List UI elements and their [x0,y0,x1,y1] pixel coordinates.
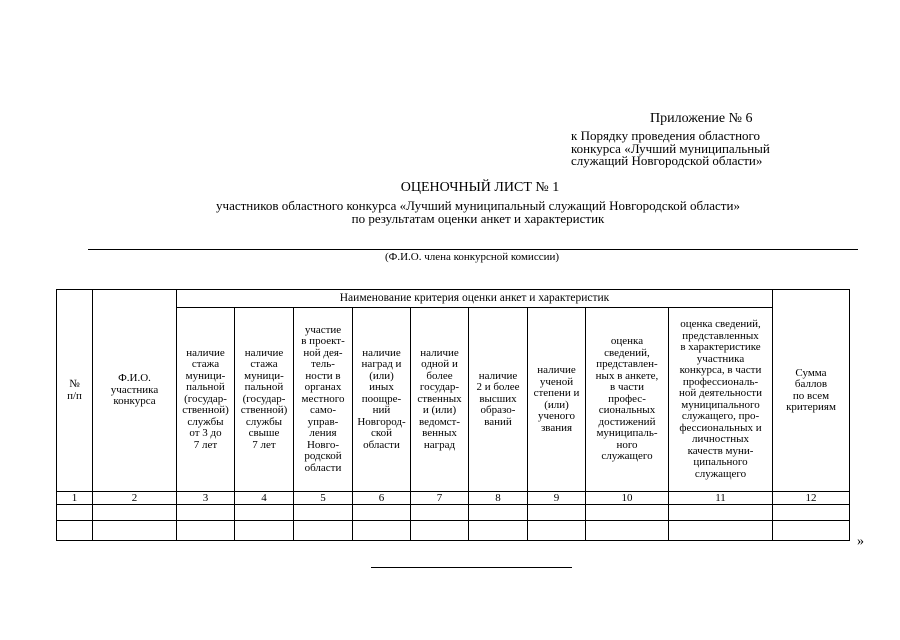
empty-cell [235,521,294,541]
header-criterion: участие в проект- ной дея- тель- ности в органах местного само- управ- ления Новго- родской области [294,308,353,492]
evaluation-table [56,289,850,541]
empty-cell [177,505,235,521]
column-number: 9 [528,492,586,505]
appendix-number: Приложение № 6 [650,111,753,126]
column-number: 2 [93,492,177,505]
commission-member-name-line [88,249,858,250]
header-criterion: оценка сведений, представленных в характеристике участника конкурса, в части профессиональ- ной деятельности муниципального служащего, про- фессиональных и личностных качеств муни- ципального служащего [669,308,773,492]
column-number: 5 [294,492,353,505]
empty-cell [586,521,669,541]
empty-cell [411,505,469,521]
empty-cell [528,521,586,541]
column-number: 1 [57,492,93,505]
empty-cell [93,505,177,521]
header-criterion: наличие наград и (или) иных поощре- ний Новгород- ской области [353,308,411,492]
appendix-reference: к Порядку проведения областного конкурса «Лучший муниципальный служащий Новгородской области» [571,128,770,168]
empty-cell [586,505,669,521]
empty-cell [57,505,93,521]
empty-cell [294,505,353,521]
header-participant-name: Ф.И.О. участника конкурса [93,290,177,492]
column-number: 10 [586,492,669,505]
empty-cell [57,521,93,541]
empty-cell [411,521,469,541]
empty-cell [353,505,411,521]
header-total-score: Сумма баллов по всем критериям [773,290,850,492]
header-criterion: наличие стажа муници- пальной (государ- ственной) службы свыше 7 лет [235,308,294,492]
closing-quote: » [857,534,864,549]
document-title: ОЦЕНОЧНЫЙ ЛИСТ № 1 [400,180,560,195]
header-criterion: наличие 2 и более высших образо- ваний [469,308,528,492]
table-row [57,505,850,521]
column-number: 6 [353,492,411,505]
empty-cell [528,505,586,521]
header-criteria-group: Наименование критерия оценки анкет и характеристик [177,290,773,308]
empty-cell [469,505,528,521]
empty-cell [93,521,177,541]
commission-member-caption: (Ф.И.О. члена конкурсной комиссии) [384,251,560,263]
column-number: 3 [177,492,235,505]
bottom-separator-line [371,567,572,568]
header-criterion: наличие стажа муници- пальной (государ- ственной) службы от 3 до 7 лет [177,308,235,492]
document-subtitle: участников областного конкурса «Лучший муниципальный служащий Новгородской области» по результатам оценки анкет и характеристик [216,198,740,226]
column-number: 7 [411,492,469,505]
column-number: 8 [469,492,528,505]
empty-cell [177,521,235,541]
table-row [57,521,850,541]
header-criterion: наличие одной и более государ- ственных и (или) ведомст- венных наград [411,308,469,492]
empty-cell [353,521,411,541]
empty-cell [469,521,528,541]
header-criterion: наличие ученой степени и (или) ученого звания [528,308,586,492]
empty-cell [294,521,353,541]
column-number: 11 [669,492,773,505]
column-number: 4 [235,492,294,505]
column-number: 12 [773,492,850,505]
empty-cell [669,505,773,521]
header-row-number: № п/п [57,290,93,492]
header-criterion: оценка сведений, представлен- ных в анкете, в части профес- сиональных достижений муниципаль- ного служащего [586,308,669,492]
empty-cell [773,521,850,541]
empty-cell [669,521,773,541]
empty-cell [773,505,850,521]
empty-cell [235,505,294,521]
column-number-row [57,492,850,505]
